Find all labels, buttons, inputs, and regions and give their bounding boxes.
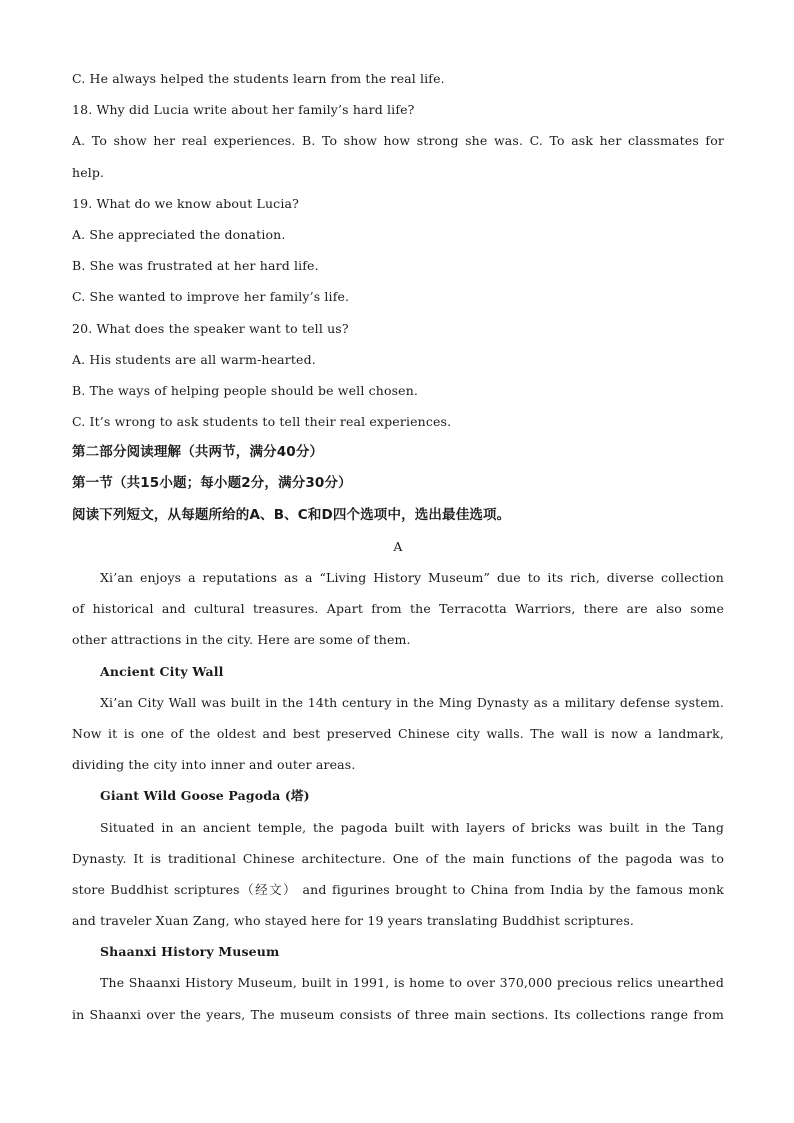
- museum-line-2: in Shaanxi over the years, The museum consists of three main sections. Its collections range from: [72, 1006, 724, 1022]
- question-18: 18. Why did Lucia write about her family’s hard life?: [72, 102, 415, 118]
- option-19b: B. She was frustrated at her hard life.: [72, 258, 319, 274]
- document-page: [72, 63, 724, 1030]
- passage-intro-line-2: of historical and cultural treasures. Apart from the Terracotta Warriors, there are also some: [72, 601, 724, 617]
- option-20b: B. The ways of helping people should be well chosen.: [72, 382, 419, 398]
- option-20c: C. It’s wrong to ask students to tell their real experiences.: [72, 414, 452, 430]
- museum-line-1: The Shaanxi History Museum, built in 1991, is home to over 370,000 precious relics unearthed: [100, 975, 724, 991]
- city-wall-line-1: Xi’an City Wall was built in the 14th century in the Ming Dynasty as a military defense system.: [100, 694, 724, 710]
- instructions: 阅读下列短文，从每题所给的A、B、C和D四个选项中，选出最佳选项。: [72, 506, 511, 523]
- city-wall-line-3: dividing the city into inner and outer areas.: [72, 757, 356, 773]
- option-17c: C. He always helped the students learn from the real life.: [72, 71, 445, 86]
- passage-intro-line-3: other attractions in the city. Here are some of them.: [72, 632, 411, 648]
- options-18-continued: help.: [72, 164, 105, 180]
- option-19c: C. She wanted to improve her family’s life.: [72, 289, 350, 305]
- subheading-pagoda: Giant Wild Goose Pagoda (塔): [100, 788, 310, 804]
- options-18: A. To show her real experiences. B. To show how strong she was. C. To ask her classmates for: [72, 133, 724, 149]
- pagoda-line-4: and traveler Xuan Zang, who stayed here for 19 years translating Buddhist scriptures.: [72, 913, 635, 929]
- question-19: 19. What do we know about Lucia?: [72, 195, 299, 211]
- subheading-city-wall: Ancient City Wall: [100, 663, 224, 679]
- option-19a: A. She appreciated the donation.: [72, 226, 286, 242]
- question-20: 20. What does the speaker want to tell us?: [72, 320, 349, 336]
- subheading-museum: Shaanxi History Museum: [100, 944, 280, 960]
- pagoda-line-2: Dynasty. It is traditional Chinese architecture. One of the main functions of the pagoda was to: [72, 850, 724, 866]
- passage-label: A: [393, 538, 403, 554]
- passage-intro-line-1: Xi’an enjoys a reputations as a “Living History Museum” due to its rich, diverse collection: [100, 570, 724, 585]
- pagoda-line-3: store Buddhist scriptures（经文） and figurines brought to China from India by the famous monk: [72, 881, 724, 897]
- option-20a: A. His students are all warm-hearted.: [72, 351, 316, 367]
- city-wall-line-2: Now it is one of the oldest and best preserved Chinese city walls. The wall is now a landmark,: [72, 725, 724, 741]
- pagoda-line-1: Situated in an ancient temple, the pagoda built with layers of bricks was built in the Tang: [100, 819, 724, 835]
- section-one-heading: 第一节（共15小题；每小题2分，满分30分）: [72, 475, 352, 492]
- part-two-heading: 第二部分阅读理解（共两节，满分40分）: [72, 444, 324, 461]
